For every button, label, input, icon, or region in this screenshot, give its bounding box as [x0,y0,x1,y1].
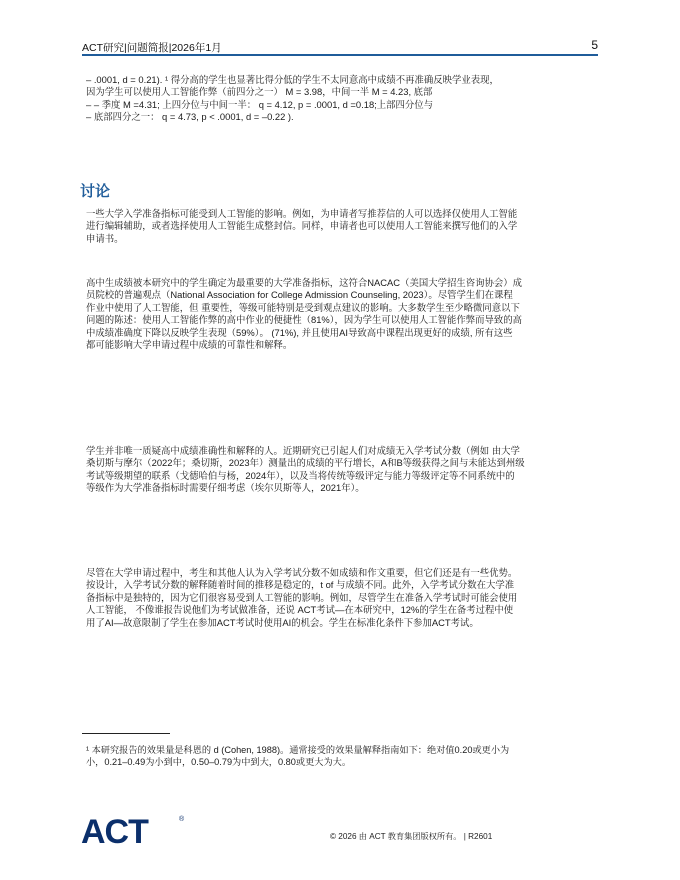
footnote-divider [82,733,170,734]
header-title: ACT研究|问题简报|2026年1月 [82,42,222,54]
paragraph-line: 高中生成绩被本研究中的学生确定为最重要的大学准备指标，这符合NACAC（美国大学招生咨询协会）成 [86,277,522,288]
registered-mark-icon: ® [179,816,185,823]
paragraph-line: 一些大学入学准备指标可能受到人工智能的影响。例如，为申请者写推荐信的人可以选择仅使用人工智能 [86,208,518,219]
act-logo [81,812,187,846]
paragraph-line: 进行编辑辅助，或者选择使用人工智能生成整封信。同样，申请者也可以使用人工智能来撰写他们的入学 [86,220,518,232]
paragraph-3 [86,445,604,495]
paragraph-1 [86,208,604,245]
paragraph-line: 桑切斯与摩尔（2022年；桑切斯，2023年）测量出的成绩的平行增长，A和B等级获得之间与未能达到州级 [86,457,525,469]
intro-line: – 底部四分之一： q = 4.73, p < .0001, d = –0.22 ). [86,111,294,123]
paragraph-4 [86,567,604,629]
paragraph-line: 考试等级期望的联系（戈德哈伯与杨，2024年），以及当将传统等级评定与能力等级评定等不同系统中的 [86,469,515,481]
paragraph-line: 员院校的普遍观点（National Association for College Admission Counseling, 2023）。尽管学生们在课程 [86,289,513,301]
paragraph-line: 人工智能， 不像谁报告说他们为考试做准备，还说 ACT考试—在本研究中，12%的学生在备考过程中使 [86,604,514,616]
paragraph-2 [86,277,604,351]
paragraph-line: 尽管在大学申请过程中，考生和其他人认为入学考试分数不如成绩和作文重要，但它们还是有一些优势。 [86,567,518,578]
footnote-line: ¹ 本研究报告的效果量是科恩的 d (Cohen, 1988)。通常接受的效果量解释指南如下：绝对值0.20或更小为 [86,745,510,755]
footnote-line: 小，0.21–0.49为小到中，0.50–0.79为中到大，0.80或更大为大。 [86,757,352,768]
paragraph-line: 备指标中是独特的，因为它们很容易受到人工智能的影响。例如，尽管学生在准备入学考试时可能会使用 [86,591,518,603]
paragraph-line: 问题的陈述：使用人工智能作弊的高中作业的便捷性（81%），因为学生可以使用人工智能作弊而导致的高 [86,314,522,326]
intro-line: – .0001, d = 0.21). ¹ 得分高的学生也显著比得分低的学生不太同意高中成绩不再准确反映学业表现， [86,74,499,85]
paragraph-line: 都可能影响大学申请过程中成绩的可靠性和解释。 [86,339,293,351]
paragraph-line: 按设计，入学考试分数的解释随着时间的推移是稳定的，t of 与成绩不同。此外，入学考试分数在大学准 [86,579,515,591]
section-heading: 讨论 [80,183,111,200]
paragraph-line: 等级作为大学准备指标时需要仔细考虑（埃尔贝斯等人，2021年）。 [86,482,365,494]
intro-line: – – 季度 M =4.31; 上四分位与中间一半： q = 4.12, p = .0001, d =0.18;上部四分位与 [86,98,434,110]
act-logo-text: ACT [81,813,148,846]
paragraph-line: 中成绩准确度下降以反映学生表现（59%）。 (71%), 并且使用AI导致高中课程出现更好的成绩, 所有这些 [86,326,513,338]
footnote [86,744,606,769]
intro-line: 因为学生可以使用人工智能作弊（前四分之一） M = 3.98，中间一半 M = 4.23, 底部 [86,86,433,98]
intro-paragraph [86,74,604,124]
paragraph-line: 用了AI—故意限制了学生在参加ACT考试时使用AI的机会。学生在标准化条件下参加ACT考试。 [86,616,479,628]
paragraph-line: 学生并非唯一质疑高中成绩准确性和解释的人。近期研究已引起人们对成绩无入学考试分数（例如 由大学 [86,445,520,456]
paragraph-line: 作业中使用了人工智能，但 重要性，等级可能特别是受到观点建议的影响。大多数学生至少略微同意以下 [86,301,520,313]
paragraph-line: 申请书。 [86,232,124,244]
header-divider [82,54,598,56]
footer-copyright: © 2026 由 ACT 教育集团版权所有。 | R2601 [330,832,493,841]
page-number: 5 [591,38,598,52]
